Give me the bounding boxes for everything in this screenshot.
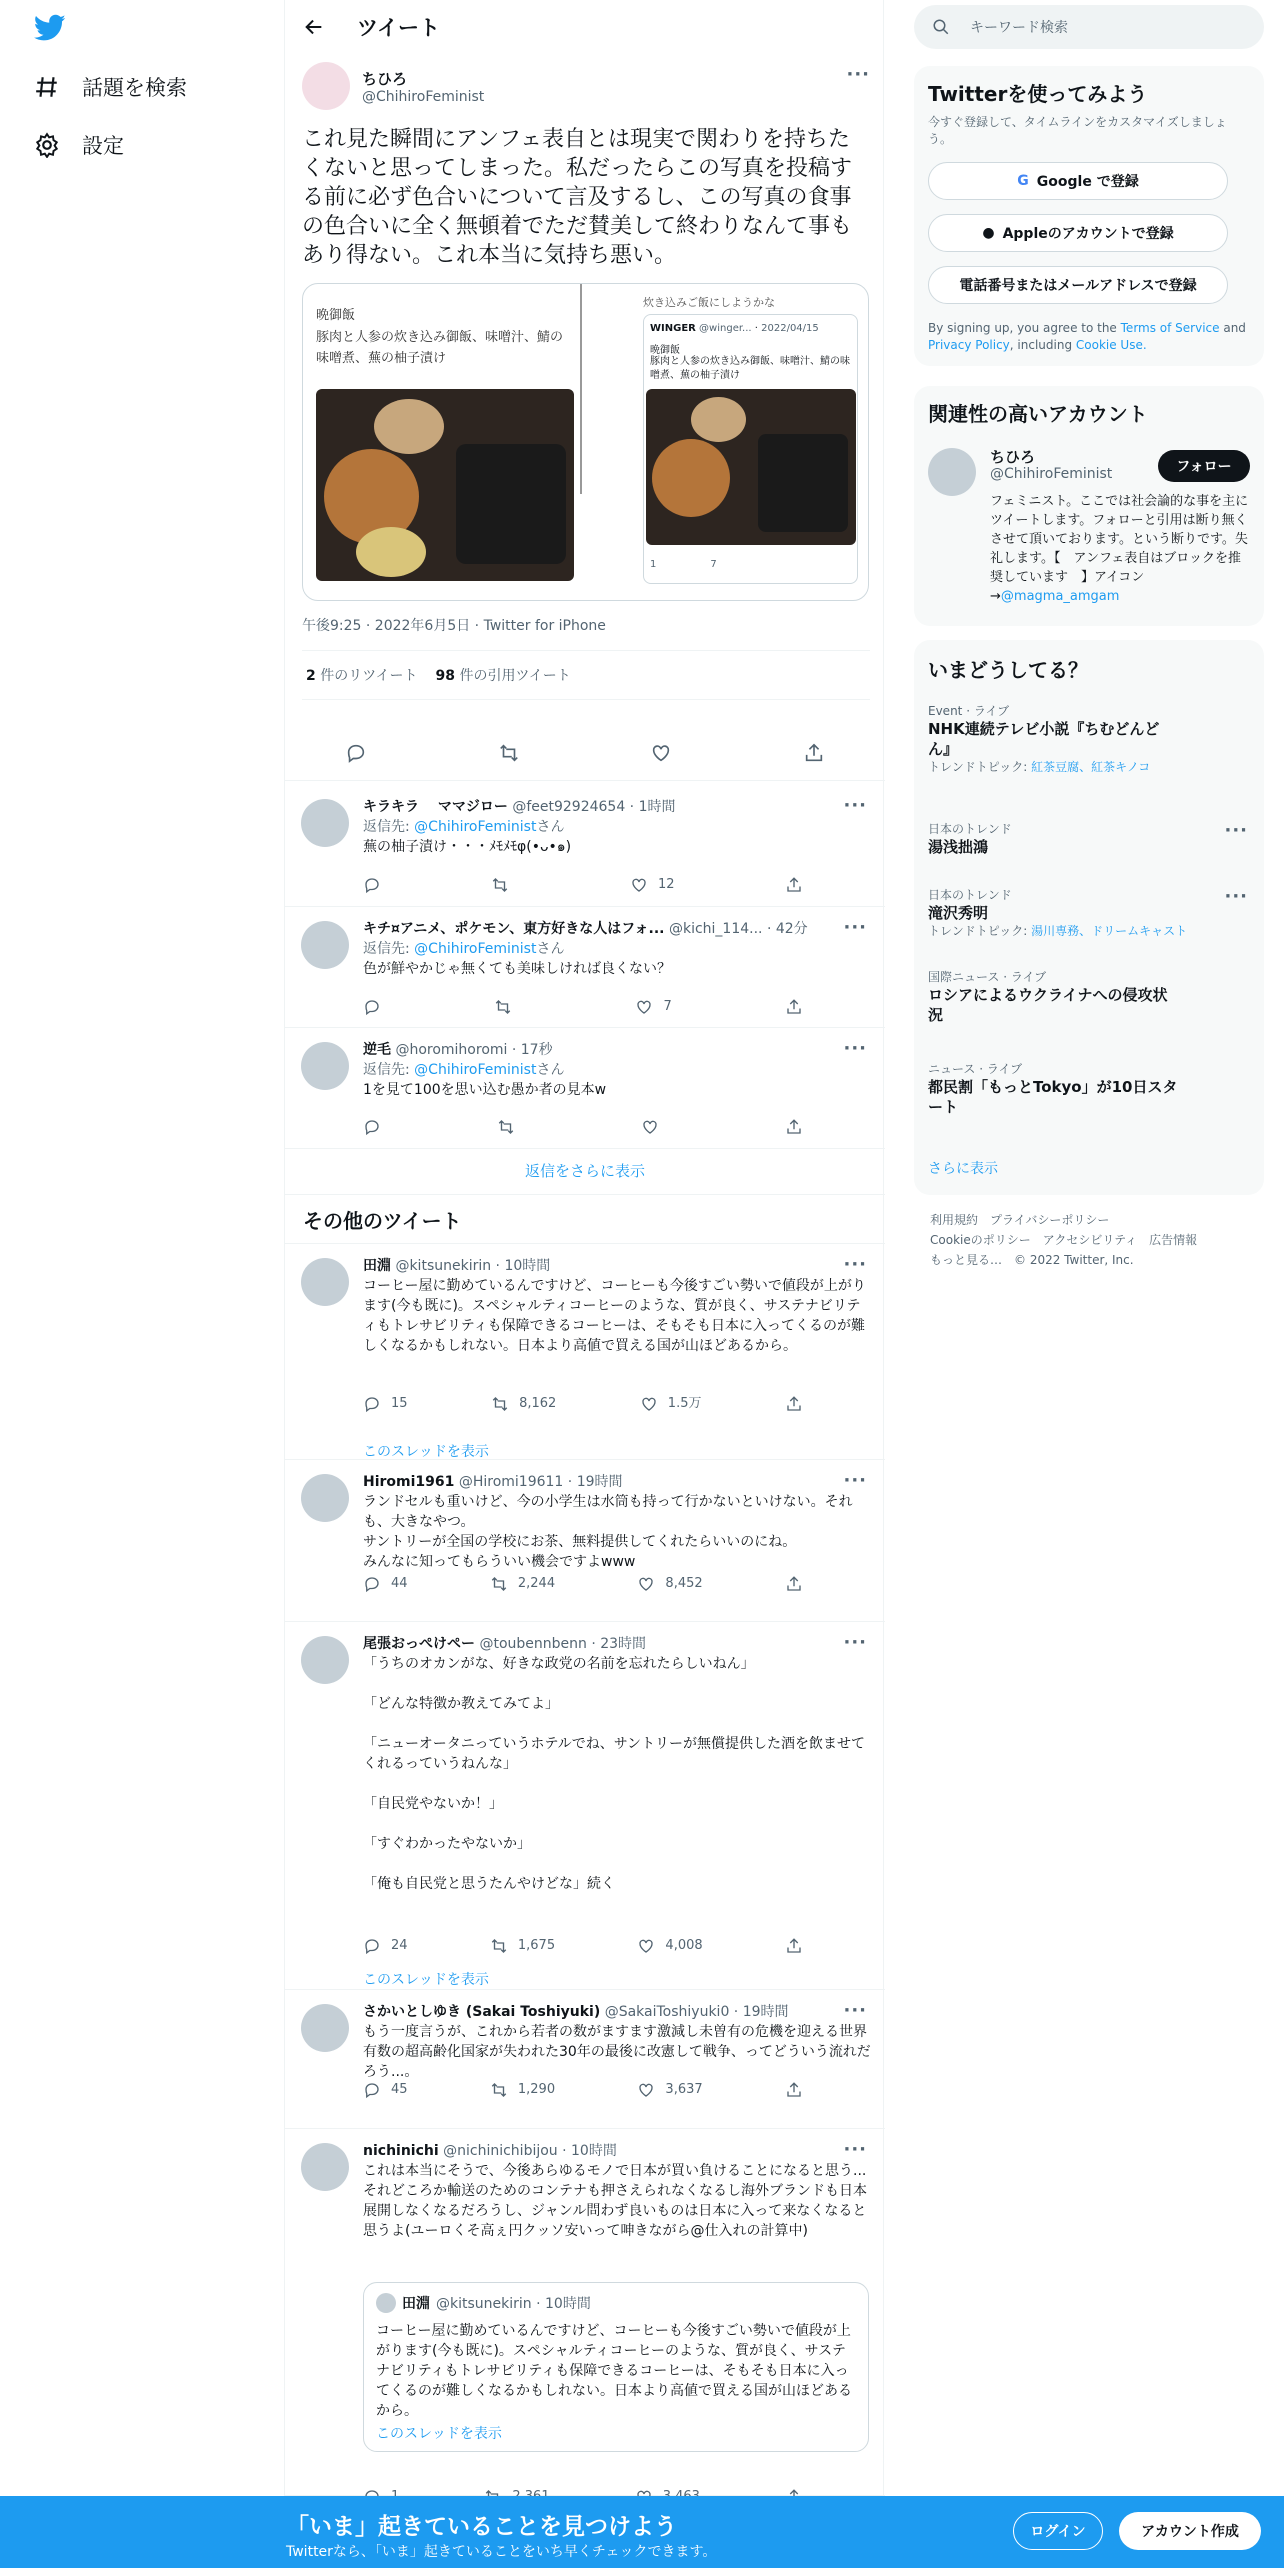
avatar[interactable] bbox=[302, 62, 350, 110]
google-icon: G bbox=[1017, 173, 1029, 189]
reply-author-name[interactable]: キチ¤アニメ、ポケモン、東方好きな人はフォ... bbox=[363, 921, 665, 937]
gear-icon bbox=[34, 132, 60, 158]
bottom-bar-title: 「いま」起きていることを見つけよう bbox=[286, 2514, 677, 2540]
trend-name: ロシアによるウクライナへの侵攻状況 bbox=[928, 986, 1168, 1024]
tweet-author-name[interactable]: Hiromi1961 bbox=[363, 1474, 455, 1490]
tweet-text: これ見た瞬間にアンフェ表自とは現実で関わりを持ちたくないと思ってしまった。私だったらこの写真を投稿する前に必ず色合いについて言及するし、この写真の食事の色合いに全く無頓着でただ賛美して終わりなんて事もあり得ない。これ本当に気持ち悪い。 bbox=[302, 127, 853, 268]
card-right-photo bbox=[646, 389, 856, 545]
share-button[interactable] bbox=[785, 998, 803, 1016]
legal-text: By signing up, you agree to the Terms of Service and Privacy Policy, including Cookie Use. bbox=[928, 321, 1246, 352]
retweet-stat[interactable]: 2 件のリツイート bbox=[306, 668, 418, 684]
signup-button[interactable]: アカウント作成 bbox=[1119, 2512, 1261, 2550]
more-icon[interactable]: ··· bbox=[843, 1038, 867, 1059]
avatar[interactable] bbox=[301, 2143, 349, 2191]
nav-explore-label: 話題を検索 bbox=[82, 76, 187, 100]
avatar[interactable] bbox=[301, 1474, 349, 1522]
retweet-icon bbox=[490, 1937, 508, 1955]
reply-to-link[interactable]: @ChihiroFeminist bbox=[414, 1062, 537, 1078]
more-icon[interactable]: ··· bbox=[843, 1470, 867, 1491]
food-photo bbox=[316, 389, 574, 581]
left-nav bbox=[0, 0, 284, 2568]
trend-name: NHK連続テレビ小説『ちむどんどん』 bbox=[928, 720, 1160, 758]
share-button[interactable] bbox=[785, 1575, 803, 1593]
show-more-replies[interactable]: 返信をさらに表示 bbox=[524, 1162, 645, 1180]
card-left-desc: 豚肉と人参の炊き込み御飯、味噌汁、鯖の味噌煮、蕪の柚子漬け bbox=[316, 330, 564, 366]
quote-stat[interactable]: 98 件の引用ツイート bbox=[435, 668, 571, 684]
more-icon[interactable]: ··· bbox=[843, 1632, 867, 1653]
share-button[interactable] bbox=[785, 1118, 803, 1136]
reply-button[interactable]: 44 bbox=[363, 1574, 408, 1594]
login-button[interactable]: ログイン bbox=[1013, 2512, 1103, 2550]
other-tweet[interactable] bbox=[285, 1622, 885, 1990]
trend-name: 都民割「もっとTokyo」が10日スタート bbox=[928, 1078, 1178, 1116]
like-icon bbox=[637, 1575, 655, 1593]
search-bar[interactable] bbox=[914, 5, 1264, 49]
card-right-date: 2022/04/15 bbox=[761, 323, 819, 334]
quoted-thread-link[interactable]: このスレッドを表示 bbox=[376, 2426, 502, 2442]
trend-category: ニュース · ライブ bbox=[928, 1062, 1023, 1076]
tweet-author-name[interactable]: さかいとしゆき (Sakai Toshiyuki) bbox=[363, 2004, 601, 2020]
card-right-reply-count: 1 bbox=[650, 559, 657, 570]
twitter-bird-icon[interactable] bbox=[34, 14, 66, 42]
card-right-like-count: 7 bbox=[710, 559, 717, 570]
card-right-desc: 豚肉と人参の炊き込み御飯、味噌汁、鯖の味噌煮、蕪の柚子漬け bbox=[650, 356, 850, 381]
card-right-title: 晩御飯 bbox=[650, 345, 680, 356]
reply-button[interactable]: 24 bbox=[363, 1936, 408, 1956]
retweet-icon bbox=[490, 2081, 508, 2099]
bottom-bar-subtitle: Twitterなら、「いま」起きていることをいち早くチェックできます。 bbox=[286, 2544, 717, 2560]
tweet-actions bbox=[363, 1574, 803, 1594]
like-button[interactable]: 7 bbox=[635, 997, 671, 1017]
tweet-timestamp: 午後9:25 · 2022年6月5日 · Twitter for iPhone bbox=[302, 618, 606, 634]
reply-text: 蕪の柚子漬け・・・ﾒﾓﾒﾓφ(•ᴗ•๑) bbox=[363, 839, 572, 855]
related-name[interactable]: ちひろ bbox=[990, 448, 1036, 466]
header bbox=[285, 0, 885, 54]
avatar[interactable] bbox=[301, 921, 349, 969]
reply-button[interactable] bbox=[363, 998, 381, 1016]
like-icon bbox=[637, 1937, 655, 1955]
trend-name: 湯浅拙鴻 bbox=[928, 838, 989, 856]
retweet-icon bbox=[490, 1575, 508, 1593]
trend-item[interactable] bbox=[928, 968, 1248, 1025]
related-handle[interactable]: @ChihiroFeminist bbox=[990, 466, 1113, 482]
trend-item[interactable] bbox=[928, 886, 1248, 940]
back-arrow-icon[interactable] bbox=[303, 16, 325, 38]
more-icon[interactable]: ··· bbox=[1224, 820, 1248, 841]
footer-links[interactable]: 利用規約 プライバシーポリシー Cookieのポリシー アクセシビリティ 広告情報 もっと見る… © 2022 Twitter, Inc. bbox=[930, 1213, 1198, 1267]
related-bio: フェミニスト。ここでは社会論的な事を主にツイートします。フォローと引用は断り無くさせて頂いております。という断りです。失礼します。【 アンフェ表自はブロックを推奨しています 】アイコン→@magma_amgam bbox=[990, 494, 1249, 604]
like-icon bbox=[640, 1395, 658, 1413]
search-icon bbox=[932, 18, 950, 36]
signup-subtitle: 今すぐ登録して、タイムラインをカスタマイズしましょう。 bbox=[928, 115, 1227, 146]
apple-icon: ● bbox=[982, 225, 995, 241]
reply-button[interactable]: 45 bbox=[363, 2080, 408, 2100]
reply-icon bbox=[363, 1575, 381, 1593]
more-icon[interactable]: ··· bbox=[843, 917, 867, 938]
avatar[interactable] bbox=[301, 1636, 349, 1684]
avatar[interactable] bbox=[301, 799, 349, 847]
tos-link[interactable]: Terms of Service bbox=[1120, 321, 1220, 335]
author-name[interactable]: ちひろ bbox=[362, 69, 408, 88]
main-tweet bbox=[302, 62, 870, 700]
card-right-user: WINGER bbox=[650, 323, 696, 334]
trend-category: 日本のトレンド bbox=[928, 822, 1012, 836]
tweet-actions bbox=[363, 1936, 803, 1956]
trend-category: 日本のトレンド bbox=[928, 888, 1012, 902]
quoted-tweet[interactable] bbox=[363, 2282, 869, 2452]
trends-show-more[interactable]: さらに表示 bbox=[928, 1161, 998, 1177]
reply-actions bbox=[363, 875, 803, 895]
reply-icon bbox=[363, 1937, 381, 1955]
reply-tweet[interactable]: ··· キチ¤アニメ、ポケモン、東方好きな人はフォ... @kichi_114... · 42分 返信先: @ChihiroFeministさん 色が鮮やかじゃ無くても美味しければ良くない？ 7 bbox=[285, 907, 885, 1028]
signup-title: Twitterを使ってみよう bbox=[928, 82, 1148, 106]
reply-text: 色が鮮やかじゃ無くても美味しければ良くない？ bbox=[363, 961, 671, 977]
tweet-actions bbox=[363, 2080, 803, 2100]
trends-box bbox=[914, 640, 1264, 1195]
search-input[interactable]: キーワード検索 bbox=[970, 20, 1068, 36]
retweet-button[interactable] bbox=[497, 1118, 525, 1136]
reply-author-name[interactable]: 逆毛 bbox=[363, 1042, 391, 1058]
avatar[interactable] bbox=[301, 1042, 349, 1090]
hashtag-icon bbox=[34, 74, 60, 100]
nav-explore[interactable] bbox=[34, 72, 187, 102]
retweet-button[interactable]: 1,290 bbox=[490, 2080, 555, 2100]
retweet-icon bbox=[491, 876, 509, 894]
trend-name: 滝沢秀明 bbox=[928, 904, 989, 922]
like-button[interactable]: 4,008 bbox=[637, 1936, 702, 1956]
retweet-button[interactable]: 2,244 bbox=[490, 1574, 555, 1594]
like-icon bbox=[637, 2081, 655, 2099]
share-button[interactable] bbox=[785, 1937, 803, 1955]
more-icon[interactable]: ··· bbox=[1224, 886, 1248, 907]
avatar[interactable] bbox=[301, 2004, 349, 2052]
bottom-signup-bar bbox=[0, 2496, 1284, 2568]
trend-category: Event · ライブ bbox=[928, 704, 1010, 718]
quoted-handle: @kitsunekirin · 10時間 bbox=[436, 2296, 591, 2312]
trend-topics: トレンドトピック: 紅茶豆腐、紅茶キノコ bbox=[928, 760, 1151, 774]
card-right-top: 炊き込みご飯にしようかな bbox=[643, 296, 775, 309]
share-button[interactable] bbox=[785, 1395, 803, 1413]
related-title: 関連性の高いアカウント bbox=[928, 402, 1148, 426]
retweet-icon bbox=[497, 1118, 515, 1136]
share-icon[interactable] bbox=[803, 742, 825, 764]
other-tweet[interactable] bbox=[285, 1460, 885, 1622]
tweet-author-name[interactable]: 尾張おっぺけペー bbox=[363, 1636, 475, 1652]
like-icon[interactable] bbox=[650, 742, 672, 764]
trend-item[interactable] bbox=[928, 1060, 1248, 1117]
main-actions bbox=[345, 742, 825, 764]
reply-button[interactable]: 15 bbox=[363, 1394, 408, 1414]
quoted-text: コーヒー屋に勤めているんですけど、コーヒーも今後すごい勢いで値段が上がります(今も既に)。スペシャルティコーヒーのような、質が良く、サステナビリティもトレサビリティも保障できるコーヒーは、そもそも日本に入ってくるのが難しくなるかもしれない。日本より高値で買える国が山ほどあるから。 bbox=[376, 2323, 852, 2419]
author-handle[interactable]: @ChihiroFeminist bbox=[362, 88, 485, 105]
signup-box bbox=[914, 66, 1264, 366]
quoted-name: 田淵 bbox=[402, 2296, 430, 2312]
trend-item[interactable] bbox=[928, 820, 1248, 857]
avatar[interactable] bbox=[301, 1258, 349, 1306]
like-button[interactable]: 1.5万 bbox=[640, 1394, 702, 1414]
reply-button[interactable] bbox=[363, 1118, 381, 1136]
other-tweet[interactable] bbox=[285, 1990, 885, 2129]
google-signup-button[interactable]: G Google で登録 bbox=[928, 162, 1228, 200]
share-icon bbox=[785, 1575, 803, 1593]
reply-author-handle: @feet92924654 · 1時間 bbox=[512, 799, 676, 815]
quoted-avatar bbox=[376, 2293, 396, 2313]
share-icon bbox=[785, 1937, 803, 1955]
more-icon[interactable]: ··· bbox=[843, 1254, 867, 1275]
tweet-author-name[interactable]: nichinichi bbox=[363, 2143, 439, 2159]
more-icon[interactable]: ··· bbox=[843, 2139, 867, 2160]
reply-icon bbox=[363, 2081, 381, 2099]
retweet-button[interactable] bbox=[494, 998, 522, 1016]
tweet-author-handle: @kitsunekirin · 10時間 bbox=[395, 1258, 551, 1274]
reply-icon bbox=[363, 1395, 381, 1413]
reply-icon bbox=[363, 876, 381, 894]
more-icon[interactable]: ··· bbox=[846, 64, 870, 85]
reply-actions bbox=[363, 1118, 803, 1136]
tweet-author-handle: @Hiromi19611 · 19時間 bbox=[458, 1474, 623, 1490]
bio-link[interactable]: @magma_amgam bbox=[1000, 589, 1120, 604]
retweet-icon bbox=[491, 1395, 509, 1413]
share-icon bbox=[785, 876, 803, 894]
like-icon bbox=[635, 998, 653, 1016]
tweet-text: 「うちのオカンがな、好きな政党の名前を忘れたらしいねん」 「どんな特徴か教えてみてよ」 「ニューオータニっていうホテルでね、サントリーが無償提供した酒を飲ませてくれるっていうねんな」 「自民党やないか！」 「すぐわかったやないか」 「俺も自民党と思うたんやけどな」続く bbox=[363, 1656, 866, 1892]
cookie-link[interactable]: Cookie Use. bbox=[1075, 338, 1147, 352]
card-right-quote: WINGER @winger... · 2022/04/15 晩御飯 豚肉と人参の炊き込み御飯、味噌汁、鯖の味噌煮、蕪の柚子漬け 1 7 bbox=[643, 314, 858, 584]
retweet-button[interactable]: 1,675 bbox=[490, 1936, 555, 1956]
reply-actions bbox=[363, 997, 803, 1017]
share-icon bbox=[785, 2081, 803, 2099]
other-tweet[interactable] bbox=[285, 1244, 885, 1460]
page-title: ツイート bbox=[357, 16, 440, 40]
like-button[interactable] bbox=[641, 1118, 669, 1136]
reply-tweet[interactable]: ··· キラキラ ママジロー @feet92924654 · 1時間 返信先: @ChihiroFeministさん 蕪の柚子漬け・・・ﾒﾓﾒﾓφ(•ᴗ•๑) 12 bbox=[285, 785, 885, 907]
more-icon[interactable]: ··· bbox=[843, 795, 867, 816]
image-card[interactable] bbox=[302, 283, 869, 601]
reply-icon bbox=[363, 1118, 381, 1136]
like-button[interactable]: 12 bbox=[630, 875, 675, 895]
divider bbox=[580, 284, 582, 494]
like-button[interactable]: 8,452 bbox=[637, 1574, 702, 1594]
like-icon bbox=[630, 876, 648, 894]
share-button[interactable] bbox=[785, 2081, 803, 2099]
more-icon[interactable]: ··· bbox=[843, 2000, 867, 2021]
reply-author-handle: @kichi_114... · 42分 bbox=[668, 921, 808, 937]
retweet-icon bbox=[494, 998, 512, 1016]
tweet-author-handle: @SakaiToshiyuki0 · 19時間 bbox=[604, 2004, 789, 2020]
reply-author-name[interactable]: キラキラ ママジロー bbox=[363, 799, 508, 815]
tweet-text: もう一度言うが、これから若者の数がますます激減し未曽有の危機を迎える世界有数の超高齢化国家が失われた30年の最後に改憲して戦争、ってどういう流れだろう...。 bbox=[363, 2024, 871, 2080]
tweet-author-handle: @toubennbenn · 23時間 bbox=[479, 1636, 647, 1652]
show-thread-link[interactable]: このスレッドを表示 bbox=[363, 1444, 489, 1460]
apple-signup-button[interactable]: ● Appleのアカウントで登録 bbox=[928, 214, 1228, 252]
nav-settings-label: 設定 bbox=[82, 134, 124, 158]
card-right-handle: @winger... bbox=[699, 323, 752, 334]
tweet-text: コーヒー屋に勤めているんですけど、コーヒーも今後すごい勢いで値段が上がります(今も既に)。スペシャルティコーヒーのような、質が良く、サステナビリティもトレサビリティも保障できるコーヒーは、そもそも日本に入ってくるのが難しくなるかもしれない。日本より高値で買える国が山ほどあるから。 bbox=[363, 1278, 866, 1354]
reply-button[interactable] bbox=[363, 876, 381, 894]
nav-settings[interactable] bbox=[34, 130, 124, 160]
card-left-title: 晩御飯 bbox=[316, 308, 356, 323]
share-icon bbox=[785, 1118, 803, 1136]
tweet-text: ランドセルも重いけど、今の小学生は水筒も持って行かないといけない。それも、大きなやつ。 サントリーが全国の学校にお茶、無料提供してくれたらいいのにね。 みんなに知ってもらういい機会ですよwww bbox=[363, 1494, 853, 1570]
reply-icon bbox=[363, 998, 381, 1016]
like-icon bbox=[641, 1118, 659, 1136]
related-avatar[interactable] bbox=[928, 448, 976, 496]
tweet-text: これは本当にそうで、今後あらゆるモノで日本が買い負けることになると思う...それどころか輸送のためのコンテナも押さえられなくなるし海外ブランドも日本展開しなくなるだろうし、ジャンル問わず良いものは日本に入って来なくなると思うよ(ユーロくそ高ぇ円クッソ安いって呻きながら@仕入れの計算中) bbox=[363, 2163, 867, 2239]
other-tweets-heading: その他のツイート bbox=[303, 1209, 462, 1233]
reply-to-link[interactable]: @ChihiroFeminist bbox=[414, 819, 537, 835]
tweet-author-handle: @nichinichibijou · 10時間 bbox=[443, 2143, 617, 2159]
retweet-button[interactable]: 8,162 bbox=[491, 1394, 556, 1414]
reply-to-link[interactable]: @ChihiroFeminist bbox=[414, 941, 537, 957]
trend-item[interactable] bbox=[928, 702, 1248, 776]
retweet-icon[interactable] bbox=[498, 742, 520, 764]
show-thread-link[interactable]: このスレッドを表示 bbox=[363, 1972, 489, 1988]
like-button[interactable]: 3,637 bbox=[637, 2080, 702, 2100]
privacy-link[interactable]: Privacy Policy bbox=[928, 338, 1010, 352]
related-accounts-box bbox=[914, 386, 1264, 626]
tweet-actions bbox=[363, 1394, 803, 1414]
retweet-button[interactable] bbox=[491, 876, 519, 894]
reply-text: 1を見て100を思い込む愚か者の見本w bbox=[363, 1082, 607, 1098]
phone-signup-button[interactable]: 電話番号またはメールアドレスで登録 bbox=[928, 266, 1228, 304]
share-icon bbox=[785, 1395, 803, 1413]
reply-icon[interactable] bbox=[345, 742, 367, 764]
follow-button[interactable]: フォロー bbox=[1158, 450, 1250, 482]
tweet-author-name[interactable]: 田淵 bbox=[363, 1258, 391, 1274]
center-column bbox=[284, 0, 884, 2568]
reply-tweet[interactable]: ··· 逆毛 @horomihoromi · 17秒 返信先: @ChihiroFeministさん 1を見て100を思い込む愚か者の見本w bbox=[285, 1028, 885, 1149]
share-icon bbox=[785, 998, 803, 1016]
trend-category: 国際ニュース · ライブ bbox=[928, 970, 1047, 984]
trends-title: いまどうしてる？ bbox=[928, 658, 1088, 682]
share-button[interactable] bbox=[785, 876, 803, 894]
reply-author-handle: @horomihoromi · 17秒 bbox=[395, 1042, 553, 1058]
trend-topics: トレンドトピック: 湯川専務、ドリームキャスト bbox=[928, 924, 1188, 938]
